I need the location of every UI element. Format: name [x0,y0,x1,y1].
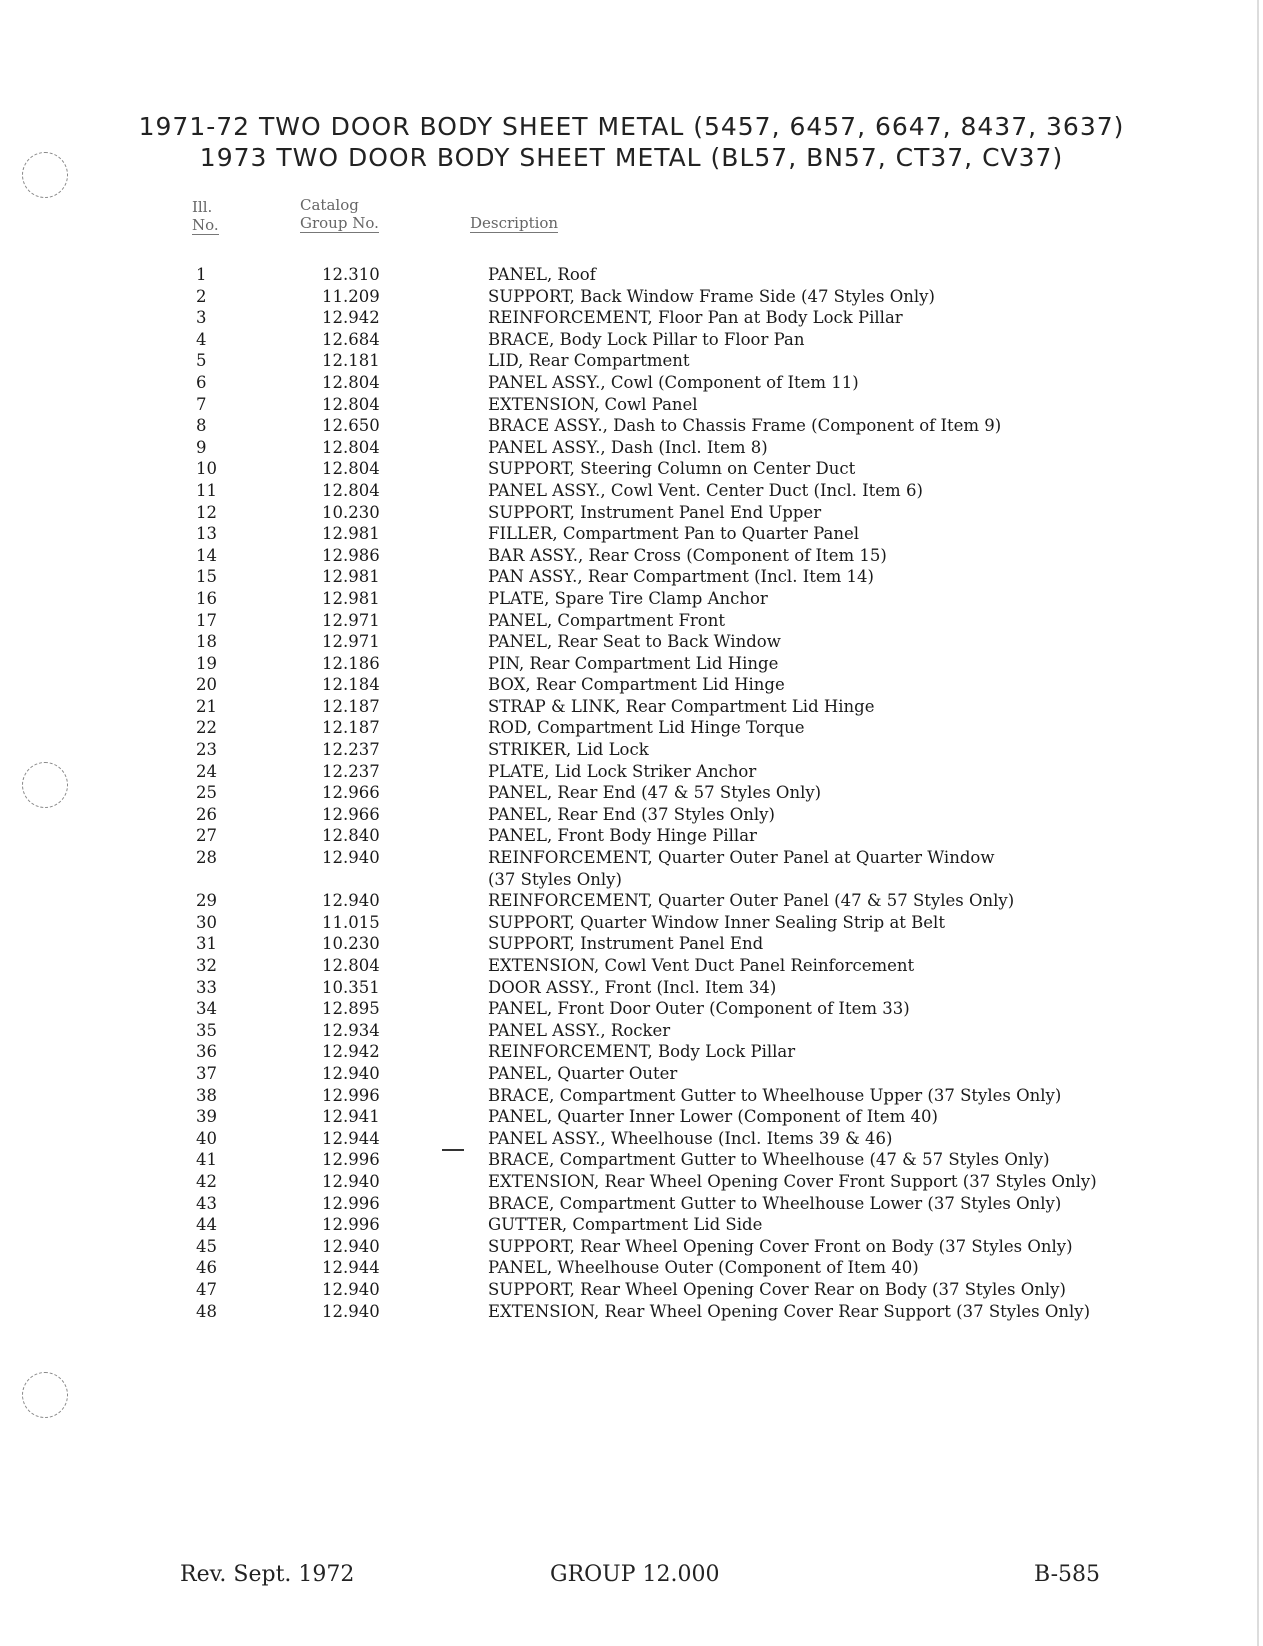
part-group-no: 12.966 [322,783,380,803]
part-description: BRACE, Compartment Gutter to Wheelhouse Lower (37 Styles Only) [488,1193,1062,1213]
part-row [0,1258,1263,1280]
part-row [0,459,1263,481]
part-row [0,546,1263,568]
header-ill-no [192,198,219,235]
part-description: PANEL ASSY., Rocker [488,1020,671,1040]
part-ill-no: 31 [196,934,217,954]
part-row [0,287,1263,309]
title-line-1: 1971-72 TWO DOOR BODY SHEET METAL (5457, 6457, 6647, 8437, 3637) [138,112,1125,141]
part-group-no: 12.934 [322,1020,380,1040]
part-group-no: 12.966 [322,804,380,824]
part-group-no: 12.944 [322,1258,380,1278]
part-description: EXTENSION, Cowl Vent Duct Panel Reinforcement [488,956,915,975]
part-group-no: 12.940 [322,891,380,911]
part-group-no: 12.804 [322,956,380,975]
footer-page-number: B-585 [1034,1562,1100,1587]
part-description: EXTENSION, Rear Wheel Opening Cover Front Support (37 Styles Only) [488,1171,1097,1191]
part-description: PANEL, Quarter Outer [488,1063,678,1083]
part-row [0,1237,1263,1259]
part-ill-no: 46 [196,1258,217,1278]
part-ill-no: 42 [196,1171,217,1191]
part-description: PANEL, Front Body Hinge Pillar [488,826,757,846]
part-row [0,654,1263,676]
title-line-2: 1973 TWO DOOR BODY SHEET METAL (BL57, BN57, CT37, CV37) [199,143,1064,172]
part-group-no: 12.237 [322,740,380,760]
part-ill-no: 32 [196,956,217,975]
part-ill-no: 21 [196,696,217,716]
part-description: REINFORCEMENT, Quarter Outer Panel at Quarter Window [488,848,995,868]
part-group-no: 10.230 [322,502,380,522]
part-ill-no: 2 [196,286,207,306]
part-row [0,567,1263,589]
part-row [0,481,1263,503]
part-group-no: 12.310 [322,265,380,284]
part-description: SUPPORT, Instrument Panel End [488,934,764,954]
part-group-no: 12.940 [322,848,380,868]
part-ill-no: 47 [196,1279,217,1299]
header-catalog-line2: Group No. [300,214,379,232]
part-description: REINFORCEMENT, Quarter Outer Panel (47 & 57 Styles Only) [488,891,1015,911]
part-group-no: 12.804 [322,437,380,457]
part-row [0,632,1263,654]
part-ill-no: 24 [196,761,217,781]
part-ill-no: 39 [196,1107,217,1127]
part-group-no: 12.650 [322,416,380,436]
part-row [0,1194,1263,1216]
part-ill-no: 16 [196,588,217,608]
part-ill-no: 9 [196,437,207,457]
part-row [0,265,1263,287]
header-ill-no-line2: No. [192,216,219,234]
part-group-no: 12.971 [322,610,380,630]
part-ill-no: 48 [196,1301,217,1321]
part-ill-no: 14 [196,545,217,565]
part-row [0,373,1263,395]
part-ill-no: 30 [196,912,217,932]
part-description: STRAP & LINK, Rear Compartment Lid Hinge [488,696,875,716]
part-row [0,934,1263,956]
part-description: REINFORCEMENT, Body Lock Pillar [488,1042,796,1062]
part-ill-no: 8 [196,416,207,436]
part-description: PANEL, Wheelhouse Outer (Component of Item 40) [488,1258,919,1278]
part-row [0,783,1263,805]
part-row [0,740,1263,762]
part-group-no: 12.996 [322,1085,380,1105]
part-row [0,805,1263,827]
part-ill-no: 36 [196,1042,217,1062]
part-group-no: 12.684 [322,329,380,349]
part-description: STRIKER, Lid Lock [488,740,649,760]
header-catalog-line1: Catalog [300,196,359,214]
part-row [0,308,1263,330]
part-ill-no: 20 [196,675,217,695]
part-row [0,611,1263,633]
part-row [0,913,1263,935]
part-ill-no: 3 [196,308,207,328]
part-description: SUPPORT, Back Window Frame Side (47 Styles Only) [488,286,935,306]
part-ill-no: 11 [196,480,217,500]
part-row [0,1280,1263,1302]
part-description: PANEL ASSY., Cowl Vent. Center Duct (Incl. Item 6) [488,480,923,500]
part-description: BRACE, Compartment Gutter to Wheelhouse Upper (37 Styles Only) [488,1085,1062,1105]
part-ill-no: 43 [196,1193,217,1213]
part-group-no: 12.971 [322,632,380,652]
part-description: EXTENSION, Rear Wheel Opening Cover Rear Support (37 Styles Only) [488,1301,1091,1321]
part-row [0,1302,1263,1324]
part-group-no: 12.186 [322,653,380,673]
part-description: BAR ASSY., Rear Cross (Component of Item 15) [488,545,887,565]
part-description: BRACE, Compartment Gutter to Wheelhouse (47 & 57 Styles Only) [488,1150,1050,1170]
part-row [0,351,1263,373]
part-description: PANEL, Rear Seat to Back Window [488,632,781,652]
part-row [0,826,1263,848]
part-row [0,503,1263,525]
part-row [0,978,1263,1000]
part-group-no: 12.940 [322,1236,380,1256]
part-group-no: 12.996 [322,1193,380,1213]
part-group-no: 12.187 [322,718,380,738]
part-ill-no: 25 [196,783,217,803]
part-group-no: 12.804 [322,372,380,392]
part-group-no: 12.840 [322,826,380,846]
part-ill-no: 18 [196,632,217,652]
part-ill-no: 10 [196,459,217,479]
part-group-no: 11.015 [322,912,380,932]
part-ill-no: 1 [196,265,207,284]
part-ill-no: 41 [196,1150,217,1170]
part-ill-no: 5 [196,351,207,371]
part-row [0,589,1263,611]
part-row [0,1042,1263,1064]
header-description [470,214,558,233]
part-ill-no: 7 [196,394,207,414]
header-description-label: Description [470,214,559,232]
part-description: FILLER, Compartment Pan to Quarter Panel [488,524,860,544]
part-description: PANEL, Rear End (37 Styles Only) [488,804,775,824]
part-ill-no: 15 [196,567,217,587]
part-row [0,848,1263,891]
part-group-no: 12.237 [322,761,380,781]
part-ill-no: 38 [196,1085,217,1105]
part-row [0,999,1263,1021]
part-row [0,1064,1263,1086]
part-description: PANEL ASSY., Wheelhouse (Incl. Items 39 & 46) [488,1128,893,1148]
part-group-no: 12.187 [322,696,380,716]
part-row [0,1215,1263,1237]
part-ill-no: 35 [196,1020,217,1040]
part-row [0,438,1263,460]
part-group-no: 12.942 [322,308,380,328]
footer-revision: Rev. Sept. 1972 [180,1562,355,1587]
part-row [0,718,1263,740]
part-group-no: 12.184 [322,675,380,695]
part-ill-no: 28 [196,848,217,868]
part-row [0,697,1263,719]
part-ill-no: 23 [196,740,217,760]
part-row [0,1129,1263,1151]
part-row [0,675,1263,697]
part-description: REINFORCEMENT, Floor Pan at Body Lock Pillar [488,308,903,328]
part-group-no: 12.181 [322,351,380,371]
part-ill-no: 19 [196,653,217,673]
part-group-no: 10.230 [322,934,380,954]
part-row [0,1021,1263,1043]
part-row [0,395,1263,417]
part-ill-no: 6 [196,372,207,392]
part-row [0,330,1263,352]
footer-group: GROUP 12.000 [550,1562,720,1587]
part-description: EXTENSION, Cowl Panel [488,394,698,414]
part-group-no: 12.986 [322,545,380,565]
part-description: BRACE ASSY., Dash to Chassis Frame (Component of Item 9) [488,416,1002,436]
part-description: LID, Rear Compartment [488,351,690,371]
part-row [0,956,1263,978]
part-group-no: 12.981 [322,588,380,608]
part-group-no: 12.944 [322,1128,380,1148]
part-ill-no: 34 [196,999,217,1019]
part-group-no: 12.941 [322,1107,380,1127]
part-description: PLATE, Spare Tire Clamp Anchor [488,588,768,608]
part-description: PANEL, Compartment Front [488,610,725,630]
header-catalog-group [300,196,379,233]
part-row [0,1150,1263,1172]
part-description: BOX, Rear Compartment Lid Hinge [488,675,785,695]
part-group-no: 12.996 [322,1215,380,1235]
part-description: SUPPORT, Rear Wheel Opening Cover Front on Body (37 Styles Only) [488,1236,1073,1256]
part-ill-no: 27 [196,826,217,846]
part-description: BRACE, Body Lock Pillar to Floor Pan [488,329,805,349]
part-group-no: 12.981 [322,567,380,587]
part-description: SUPPORT, Steering Column on Center Duct [488,459,856,479]
part-group-no: 12.804 [322,459,380,479]
part-row [0,1107,1263,1129]
part-group-no: 12.981 [322,524,380,544]
part-description: PLATE, Lid Lock Striker Anchor [488,761,757,781]
parts-list [0,265,1263,1323]
part-row [0,524,1263,546]
part-ill-no: 29 [196,891,217,911]
part-row [0,1086,1263,1108]
part-group-no: 12.804 [322,394,380,414]
part-group-no: 12.940 [322,1279,380,1299]
part-description: PANEL, Roof [488,265,596,284]
binder-hole-bottom [22,1372,68,1418]
part-ill-no: 17 [196,610,217,630]
part-group-no: 10.351 [322,977,380,997]
part-description: PANEL, Rear End (47 & 57 Styles Only) [488,783,822,803]
part-ill-no: 13 [196,524,217,544]
part-group-no: 12.940 [322,1301,380,1321]
part-description: SUPPORT, Rear Wheel Opening Cover Rear on Body (37 Styles Only) [488,1279,1066,1299]
part-ill-no: 22 [196,718,217,738]
part-ill-no: 45 [196,1236,217,1256]
part-description: PANEL ASSY., Cowl (Component of Item 11) [488,372,859,392]
part-description: PANEL, Front Door Outer (Component of Item 33) [488,999,910,1019]
header-ill-no-line1: Ill. [192,198,213,216]
part-ill-no: 33 [196,977,217,997]
part-ill-no: 37 [196,1063,217,1083]
part-group-no: 12.996 [322,1150,380,1170]
part-group-no: 12.895 [322,999,380,1019]
part-ill-no: 12 [196,502,217,522]
part-description: PAN ASSY., Rear Compartment (Incl. Item 14) [488,567,874,587]
part-description: PIN, Rear Compartment Lid Hinge [488,653,779,673]
part-ill-no: 40 [196,1128,217,1148]
part-row [0,416,1263,438]
part-description: PANEL, Quarter Inner Lower (Component of Item 40) [488,1107,938,1127]
part-group-no: 12.942 [322,1042,380,1062]
part-group-no: 12.940 [322,1171,380,1191]
part-description: DOOR ASSY., Front (Incl. Item 34) [488,977,777,997]
margin-dash-mark [442,1149,464,1151]
part-row [0,762,1263,784]
part-description: SUPPORT, Quarter Window Inner Sealing Strip at Belt [488,912,945,932]
part-row [0,891,1263,913]
part-description: SUPPORT, Instrument Panel End Upper [488,502,822,522]
part-group-no: 12.940 [322,1063,380,1083]
part-group-no: 11.209 [322,286,380,306]
part-description: PANEL ASSY., Dash (Incl. Item 8) [488,437,768,457]
part-row [0,1172,1263,1194]
part-ill-no: 4 [196,329,207,349]
part-description-continued: (37 Styles Only) [488,869,622,889]
part-ill-no: 44 [196,1215,217,1235]
part-group-no: 12.804 [322,480,380,500]
part-description: GUTTER, Compartment Lid Side [488,1215,763,1235]
part-description: ROD, Compartment Lid Hinge Torque [488,718,805,738]
part-ill-no: 26 [196,804,217,824]
